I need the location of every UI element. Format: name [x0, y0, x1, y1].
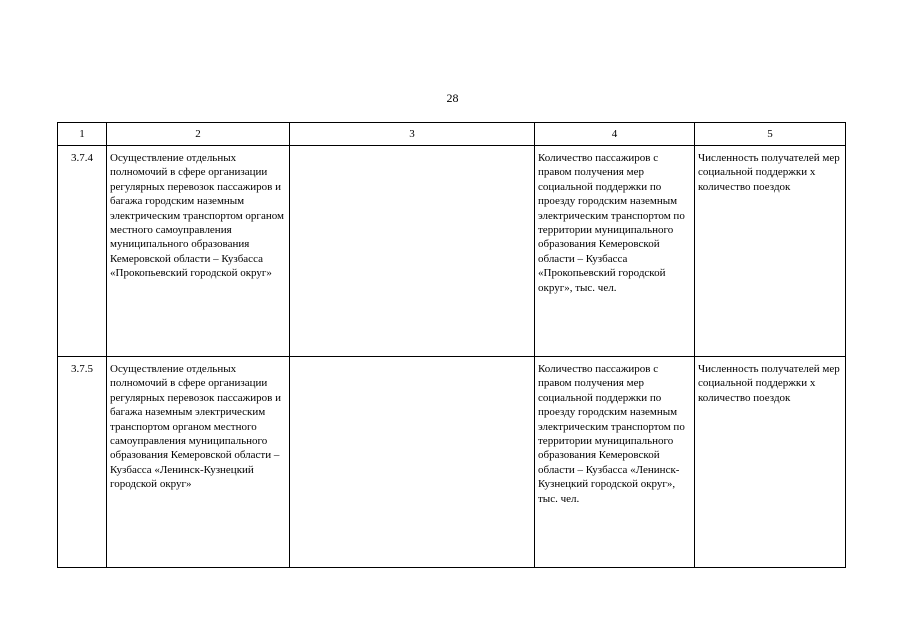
row-code: 3.7.4	[58, 146, 107, 357]
column-header-3: 3	[290, 123, 535, 146]
row-indicator: Количество пассажиров с правом получения мер социальной поддержки по проезду городским наземным электрическим транспортом по территории муниципального образования Кемеровской области – Кузбасса «Прокопьевский городской округ», тыс. чел.	[535, 146, 695, 357]
row-code: 3.7.5	[58, 357, 107, 568]
table-header-row	[58, 123, 846, 146]
row-col3	[290, 146, 535, 357]
column-header-2: 2	[107, 123, 290, 146]
row-indicator: Количество пассажиров с правом получения мер социальной поддержки по проезду городским наземным электрическим транспортом по территории муниципального образования Кемеровской области – Кузбасса «Ленинск-Кузнецкий городской округ», тыс. чел.	[535, 357, 695, 568]
column-header-1: 1	[58, 123, 107, 146]
row-description: Осуществление отдельных полномочий в сфере организации регулярных перевозок пассажиров и багажа наземным электрическим транспортом органом местного самоуправления муниципального образования Кемеровской области – Кузбасса «Ленинск-Кузнецкий городской округ»	[107, 357, 290, 568]
table-row	[58, 146, 846, 357]
column-header-4: 4	[535, 123, 695, 146]
document-table	[57, 122, 846, 568]
row-col3	[290, 357, 535, 568]
row-formula: Численность получателей мер социальной поддержки х количество поездок	[695, 357, 846, 568]
column-header-5: 5	[695, 123, 846, 146]
table-row	[58, 357, 846, 568]
row-description: Осуществление отдельных полномочий в сфере организации регулярных перевозок пассажиров и багажа городским наземным электрическим транспортом органом местного самоуправления муниципального образования Кемеровской области – Кузбасса «Прокопьевский городской округ»	[107, 146, 290, 357]
row-formula: Численность получателей мер социальной поддержки х количество поездок	[695, 146, 846, 357]
page-number: 28	[446, 91, 459, 105]
